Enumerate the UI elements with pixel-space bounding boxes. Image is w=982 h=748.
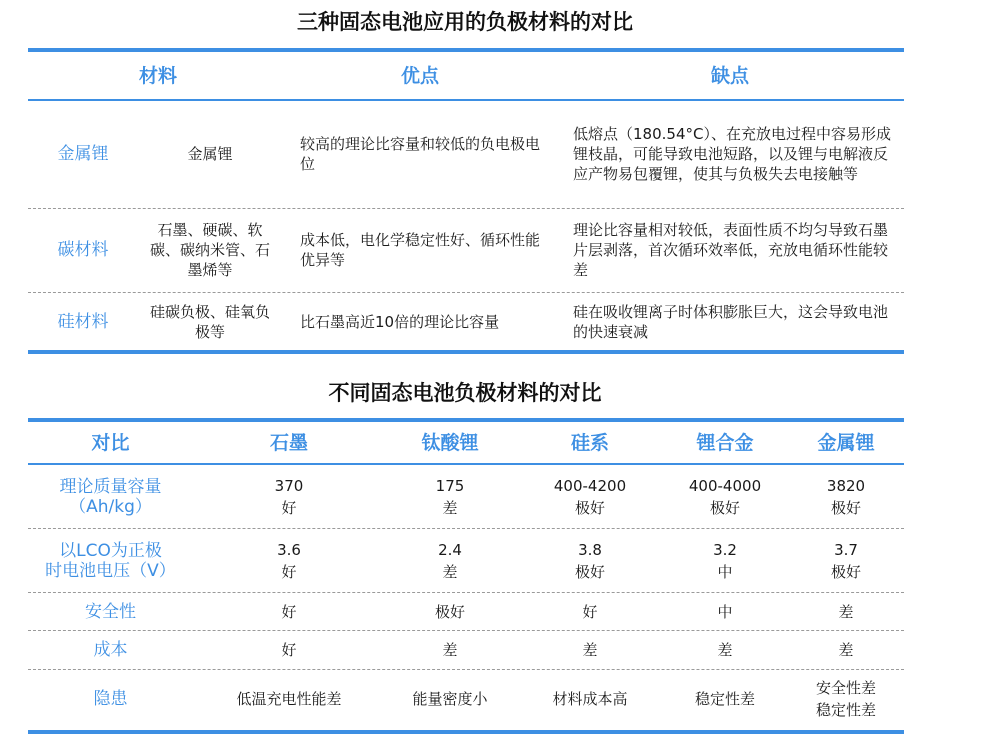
table2-cell: 370 好: [274, 477, 304, 517]
table1-header-rule: [28, 99, 904, 101]
table2-cell: 3.2 中: [713, 541, 737, 581]
table1-top-rule: [28, 48, 904, 52]
table2-cell: 差: [717, 641, 733, 659]
table2-header: 石墨: [269, 432, 308, 454]
table2-row-label: 隐患: [93, 689, 128, 709]
table2-row-label: 成本: [93, 640, 128, 660]
table1-row-name: 碳材料: [57, 240, 109, 260]
table2-cell: 低温充电性能差: [236, 690, 342, 708]
table2-cell: 3.8 极好: [574, 541, 605, 581]
table2-cell: 能量密度小: [412, 690, 488, 708]
table2-cell: 差: [442, 641, 458, 659]
table2-row-label: 理论质量容量 （Ah/kg）: [59, 477, 162, 517]
table2-header: 金属锂: [817, 432, 875, 454]
table2-cell: 3820 极好: [826, 477, 866, 517]
table1-row-cons: 低熔点（180.54°C）、在充放电过程中容易形成锂枝晶，可能导致电池短路，以及锂与电解液反应产物易包覆锂，使其与负极失去电接触等: [573, 125, 891, 183]
table2-cell: 好: [281, 602, 297, 621]
table1-row-name: 金属锂: [57, 144, 109, 164]
table1-header-material: 材料: [138, 65, 177, 87]
table2-header: 硅系: [570, 432, 609, 454]
table1-header-cons: 缺点: [710, 65, 749, 87]
table2-header: 钛酸锂: [421, 432, 479, 454]
table2-cell: 稳定性差: [694, 690, 755, 708]
table2-cell: 400-4000 极好: [688, 477, 762, 517]
table1-row-material: 石墨、硬碳、软碳、碳纳米管、石墨烯等: [150, 221, 271, 279]
table1-row-divider: [28, 208, 904, 209]
table2-cell: 极好: [434, 602, 465, 621]
table2-bottom-rule: [28, 730, 904, 734]
table1-header-pros: 优点: [400, 65, 439, 87]
table2-title: 不同固态电池负极材料的对比: [328, 381, 602, 405]
table2-top-rule: [28, 418, 904, 422]
table2-cell: 差: [838, 602, 854, 621]
table2-cell: 差: [582, 641, 598, 659]
table1-row-pros: 比石墨高近10倍的理论比容量: [300, 313, 500, 331]
table2-cell: 好: [281, 641, 297, 659]
table1-title: 三种固态电池应用的负极材料的对比: [297, 10, 633, 34]
table2-cell: 安全性差 稳定性差: [815, 679, 876, 719]
table2-cell: 175 差: [435, 477, 465, 517]
table2-header: 锂合金: [696, 432, 754, 454]
table1-row-pros: 较高的理论比容量和较低的负电极电位: [300, 135, 541, 173]
table1-row-cons: 硅在吸收锂离子时体积膨胀巨大，这会导致电池的快速衰减: [573, 303, 889, 341]
table2-cell: 材料成本高: [552, 690, 628, 708]
table1-row-cons: 理论比容量相对较低，表面性质不均匀导致石墨片层剥落，首次循环效率低，充放电循环性能较差: [573, 221, 889, 279]
table2-row-label: 以LCO为正极 时电池电压（V）: [45, 541, 176, 581]
table2-row-label: 安全性: [85, 601, 136, 622]
table2-cell: 差: [838, 641, 854, 659]
table1-row-material: 金属锂: [187, 145, 233, 163]
table2-cell: 好: [582, 602, 598, 621]
table1-row-material: 硅碳负极、硅氧负极等: [150, 303, 271, 341]
table1-row-divider: [28, 292, 904, 293]
table2-cell: 2.4 差: [438, 541, 462, 581]
table2-cell: 中: [717, 602, 733, 621]
table2-cell: 3.7 极好: [830, 541, 861, 581]
table2-cell: 400-4200 极好: [553, 477, 627, 517]
table2-header-rule: [28, 463, 904, 465]
table2-row-divider: [28, 528, 904, 529]
table2-cell: 3.6 好: [277, 541, 301, 581]
table1-bottom-rule: [28, 350, 904, 354]
table1-row-name: 硅材料: [57, 312, 109, 332]
table2-header: 对比: [91, 432, 130, 454]
table1-row-pros: 成本低，电化学稳定性好、循环性能优异等: [300, 231, 541, 269]
